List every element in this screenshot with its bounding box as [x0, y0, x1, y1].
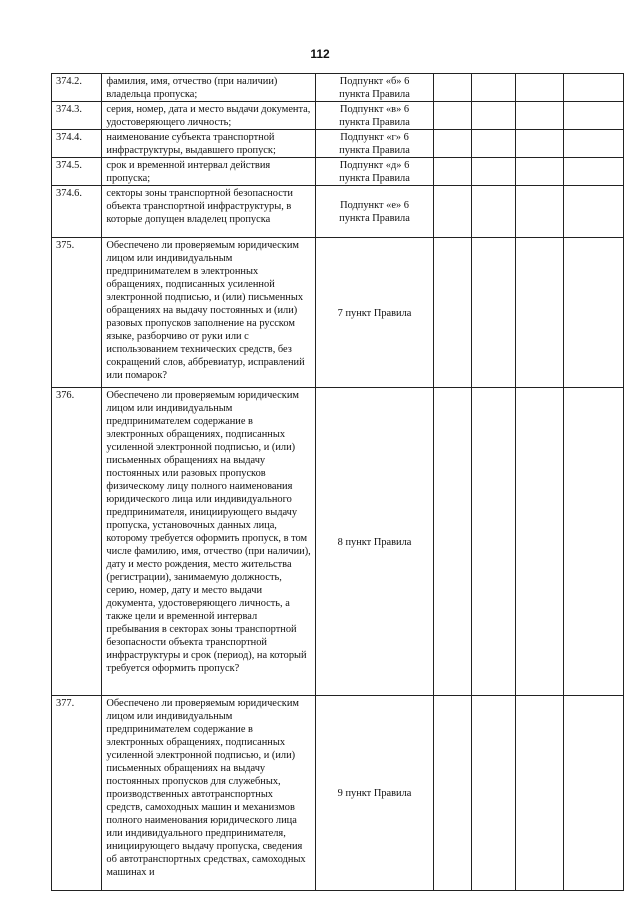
answer-cell	[433, 130, 471, 158]
table-row	[52, 186, 624, 238]
page-number: 112	[310, 47, 330, 61]
table-row	[52, 102, 624, 130]
answer-cell	[433, 238, 471, 388]
requirement-text: срок и временной интервал действия пропуска;	[102, 158, 316, 186]
requirement-text: секторы зоны транспортной безопасности объекта транспортной инфраструктуры, в которые допущен владелец пропуска	[102, 186, 316, 238]
table-row	[52, 158, 624, 186]
table-row	[52, 130, 624, 158]
requirement-text: наименование субъекта транспортной инфраструктуры, выдавшего пропуск;	[102, 130, 316, 158]
item-number: 376.	[52, 388, 102, 696]
answer-cell	[515, 102, 563, 130]
answer-cell	[564, 158, 624, 186]
legal-reference: Подпункт «г» 6 пункта Правила	[316, 130, 433, 158]
legal-reference: Подпункт «б» 6 пункта Правила	[316, 74, 433, 102]
answer-cell	[433, 696, 471, 891]
legal-reference: Подпункт «д» 6 пункта Правила	[316, 158, 433, 186]
answer-cell	[471, 74, 515, 102]
answer-cell	[515, 186, 563, 238]
answer-cell	[433, 158, 471, 186]
answer-cell	[471, 388, 515, 696]
answer-cell	[515, 130, 563, 158]
answer-cell	[564, 102, 624, 130]
legal-reference: 8 пункт Правила	[316, 388, 433, 696]
answer-cell	[515, 388, 563, 696]
item-number: 374.2.	[52, 74, 102, 102]
answer-cell	[471, 186, 515, 238]
item-number: 374.5.	[52, 158, 102, 186]
table-row	[52, 238, 624, 388]
item-number: 377.	[52, 696, 102, 891]
item-number: 374.3.	[52, 102, 102, 130]
item-number: 375.	[52, 238, 102, 388]
requirement-text: серия, номер, дата и место выдачи документа, удостоверяющего личность;	[102, 102, 316, 130]
answer-cell	[433, 388, 471, 696]
answer-cell	[515, 158, 563, 186]
legal-reference: Подпункт «е» 6 пункта Правила	[316, 186, 433, 238]
answer-cell	[515, 238, 563, 388]
requirement-text: Обеспечено ли проверяемым юридическим лицом или индивидуальным предпринимателем содержание в электронных обращениях, подписанных усиленной электронной подписью, и (или) письменных обращениях на выдачу постоянных или разовых пропусков физическому лицу полного наименования юридического лица или индивидуального предпринимателя, инициирующего выдачу пропуска, установочных данных лица, которому требуется оформить пропуск, в том числе фамилию, имя, отчество (при наличии), дату и место рождения, место жительства (регистрации), занимаемую должность, серию, номер, дату и место выдачи документа, удостоверяющего личность, а также цели и временной интервал пребывания в секторах зоны транспортной безопасности объекта транспортной инфраструктуры и срок (период), на который требуется оформить пропуск?	[102, 388, 316, 696]
item-number: 374.4.	[52, 130, 102, 158]
table-row	[52, 696, 624, 891]
answer-cell	[471, 696, 515, 891]
requirement-text: Обеспечено ли проверяемым юридическим лицом или индивидуальным предпринимателем в электронных обращениях, подписанных усиленной электронной подписью, и (или) письменных обращениях на выдачу постоянных и (или) разовых пропусков заполнение на русском языке, разборчиво от руки или с использованием технических средств, без сокращений слов, аббревиатур, исправлений или помарок?	[102, 238, 316, 388]
answer-cell	[564, 696, 624, 891]
answer-cell	[471, 158, 515, 186]
answer-cell	[564, 74, 624, 102]
answer-cell	[515, 74, 563, 102]
answer-cell	[471, 238, 515, 388]
requirement-text: Обеспечено ли проверяемым юридическим лицом или индивидуальным предпринимателем содержание в электронных обращениях, подписанных усиленной электронной подписью, и (или) письменных обращениях на выдачу постоянных пропусков для служебных, производственных автотранспортных средств, самоходных машин и механизмов полного наименования юридического лица или индивидуального предпринимателя, инициирующего выдачу пропуска, сведения об автотранспортных средствах, самоходных машинах и	[102, 696, 316, 891]
answer-cell	[564, 130, 624, 158]
requirement-text: фамилия, имя, отчество (при наличии) владельца пропуска;	[102, 74, 316, 102]
answer-cell	[433, 186, 471, 238]
table-row	[52, 74, 624, 102]
legal-reference: 9 пункт Правила	[316, 696, 433, 891]
legal-reference: 7 пункт Правила	[316, 238, 433, 388]
answer-cell	[471, 102, 515, 130]
answer-cell	[515, 696, 563, 891]
answer-cell	[564, 186, 624, 238]
checklist-table	[51, 73, 624, 891]
legal-reference: Подпункт «в» 6 пункта Правила	[316, 102, 433, 130]
answer-cell	[433, 102, 471, 130]
table-row	[52, 388, 624, 696]
answer-cell	[564, 388, 624, 696]
answer-cell	[564, 238, 624, 388]
item-number: 374.6.	[52, 186, 102, 238]
answer-cell	[433, 74, 471, 102]
answer-cell	[471, 130, 515, 158]
